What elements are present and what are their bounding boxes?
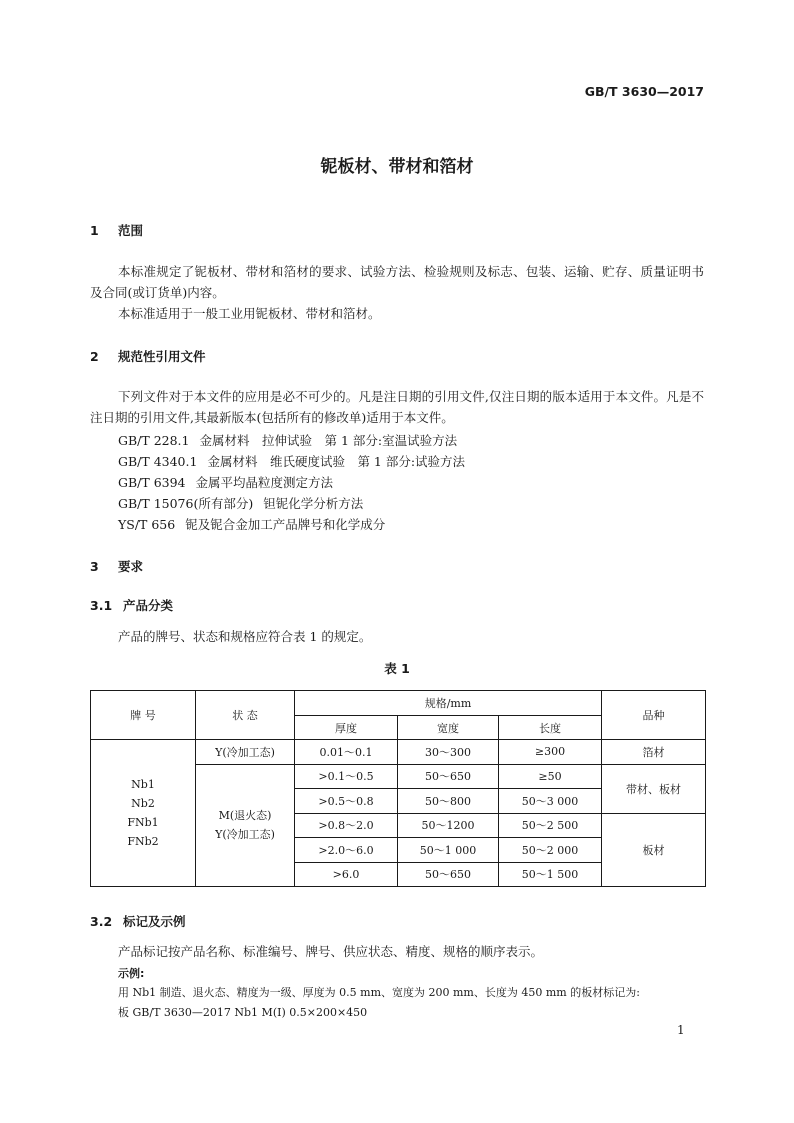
header-width: 宽度 xyxy=(398,716,499,740)
variety-cell: 带材、板材 xyxy=(602,764,706,813)
header-state: 状 态 xyxy=(196,691,295,740)
reference-code: GB/T 15076(所有部分) xyxy=(118,496,254,511)
document-title: 铌板材、带材和箔材 xyxy=(320,157,474,177)
length-cell: ≥300 xyxy=(499,740,602,765)
example-label: 示例: xyxy=(118,967,145,980)
state-cell xyxy=(196,764,295,887)
section-title: 产品分类 xyxy=(123,598,174,613)
thickness-cell: >0.5～0.8 xyxy=(295,789,398,814)
reference-code: GB/T 4340.1 xyxy=(118,454,198,469)
table-caption: 表 1 xyxy=(384,661,410,676)
header-grade: 牌 号 xyxy=(91,691,196,740)
section-number: 2 xyxy=(90,349,99,364)
width-cell: 30～300 xyxy=(398,740,499,765)
example-text: 用 Nb1 制造、退火态、精度为一级、厚度为 0.5 mm、宽度为 200 mm、长度为 450 mm 的板材标记为: xyxy=(118,986,640,999)
section-number: 3.2 xyxy=(90,914,113,929)
state-cell: Y(冷加工态) xyxy=(196,740,295,765)
width-cell: 50～1 000 xyxy=(398,838,499,863)
width-cell: 50～650 xyxy=(398,862,499,887)
reference-item xyxy=(118,494,373,512)
width-cell: 50～1200 xyxy=(398,813,499,838)
state-item: Y(冷加工态) xyxy=(215,828,275,842)
thickness-cell: >0.8～2.0 xyxy=(295,813,398,838)
header-variety: 品种 xyxy=(602,691,706,740)
reference-item xyxy=(118,431,467,449)
section-title: 规范性引用文件 xyxy=(118,349,206,364)
grade-item: Nb2 xyxy=(131,797,155,810)
section-3-1-paragraph: 产品的牌号、状态和规格应符合表 1 的规定。 xyxy=(118,629,372,644)
reference-code: GB/T 6394 xyxy=(118,475,186,490)
width-cell: 50～650 xyxy=(398,764,499,789)
reference-title: 金属材料 维氏硬度试验 第 1 部分:试验方法 xyxy=(207,454,466,469)
specification-table xyxy=(90,690,706,887)
thickness-cell: >6.0 xyxy=(295,862,398,887)
standard-number: GB/T 3630—2017 xyxy=(584,84,704,99)
grade-cell xyxy=(91,740,196,887)
table-row xyxy=(91,740,706,765)
header-length: 长度 xyxy=(499,716,602,740)
state-item: M(退火态) xyxy=(218,809,272,823)
header-spec: 规格/mm xyxy=(295,691,602,716)
reference-title: 铌及铌合金加工产品牌号和化学成分 xyxy=(185,517,386,532)
section-2-paragraph-1: 下列文件对于本文件的应用是必不可少的。凡是注日期的引用文件,仅注日期的版本适用于本文件。凡是不注日期的引用文件,其最新版本(包括所有的修改单)适用于本文件。 xyxy=(90,389,704,425)
section-3-1-heading xyxy=(90,596,173,614)
header-thickness: 厚度 xyxy=(295,716,398,740)
length-cell: ≥50 xyxy=(499,764,602,789)
reference-title: 钽铌化学分析方法 xyxy=(263,496,364,511)
section-number: 3 xyxy=(90,559,99,574)
reference-title: 金属材料 拉伸试验 第 1 部分:室温试验方法 xyxy=(199,433,458,448)
section-3-heading xyxy=(90,557,143,575)
page-number: 1 xyxy=(677,1023,685,1037)
length-cell: 50～2 500 xyxy=(499,813,602,838)
thickness-cell: >2.0～6.0 xyxy=(295,838,398,863)
section-3-2-paragraph: 产品标记按产品名称、标准编号、牌号、供应状态、精度、规格的顺序表示。 xyxy=(118,944,544,959)
thickness-cell: 0.01～0.1 xyxy=(295,740,398,765)
length-cell: 50～2 000 xyxy=(499,838,602,863)
grade-item: FNb1 xyxy=(127,816,159,829)
reference-item xyxy=(118,452,475,470)
section-title: 要求 xyxy=(118,559,144,574)
grade-item: FNb2 xyxy=(127,835,159,848)
reference-item xyxy=(118,473,343,491)
section-1-paragraph-2: 本标准适用于一般工业用铌板材、带材和箔材。 xyxy=(118,306,381,321)
section-1-paragraph-1: 本标准规定了铌板材、带材和箔材的要求、试验方法、检验规则及标志、包装、运输、贮存、质量证明书及合同(或订货单)内容。 xyxy=(90,264,704,300)
reference-item xyxy=(118,515,395,533)
section-number: 1 xyxy=(90,223,99,238)
section-title: 标记及示例 xyxy=(123,914,186,929)
example-mark: 板 GB/T 3630—2017 Nb1 M(Ⅰ) 0.5×200×450 xyxy=(118,1006,368,1019)
section-number: 3.1 xyxy=(90,598,113,613)
width-cell: 50～800 xyxy=(398,789,499,814)
grade-item: Nb1 xyxy=(131,778,155,791)
reference-code: YS/T 656 xyxy=(118,517,176,532)
section-3-2-heading xyxy=(90,912,186,930)
thickness-cell: >0.1～0.5 xyxy=(295,764,398,789)
reference-code: GB/T 228.1 xyxy=(118,433,190,448)
section-title: 范围 xyxy=(118,223,144,238)
section-1-heading xyxy=(90,221,143,239)
length-cell: 50～1 500 xyxy=(499,862,602,887)
length-cell: 50～3 000 xyxy=(499,789,602,814)
variety-cell: 箔材 xyxy=(602,740,706,765)
section-2-heading xyxy=(90,347,206,365)
variety-cell: 板材 xyxy=(602,813,706,887)
reference-title: 金属平均晶粒度测定方法 xyxy=(195,475,334,490)
